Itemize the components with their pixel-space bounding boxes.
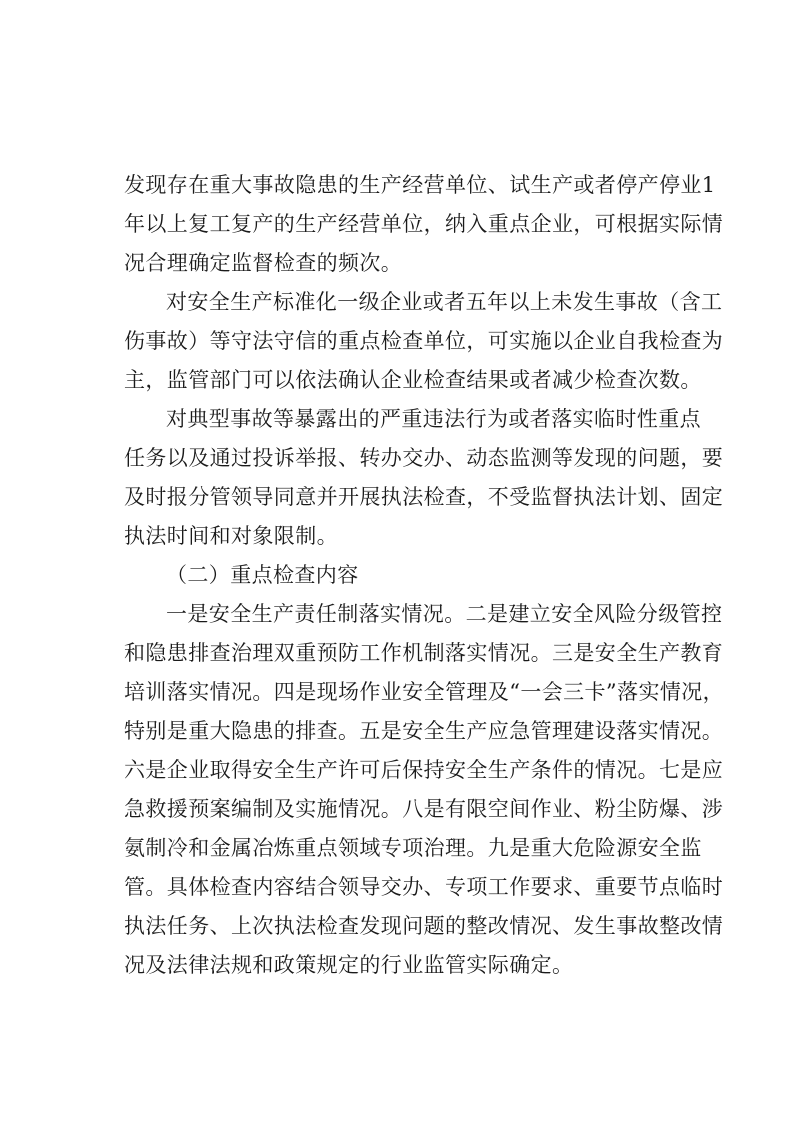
text-line: 和隐患排查治理双重预防工作机制落实情况。三是安全生产教育 <box>124 641 724 665</box>
text-line: 培训落实情况。四是现场作业安全管理及“一会三卡”落实情况， <box>124 680 725 704</box>
text-line: 执法任务、上次执法检查发现问题的整改情况、发生事故整改情 <box>124 914 724 938</box>
text-line: 主，监管部门可以依法确认企业检查结果或者减少检查次数。 <box>124 368 702 392</box>
text-line: 对典型事故等暴露出的严重违法行为或者落实临时性重点 <box>166 407 701 431</box>
paragraph-inspection-items <box>124 595 725 985</box>
paragraph-priority-enterprises <box>124 166 724 283</box>
text-line: 一是安全生产责任制落实情况。二是建立安全风险分级管控 <box>166 602 723 626</box>
text-line: 特别是重大隐患的排查。五是安全生产应急管理建设落实情况。 <box>124 719 724 743</box>
text-line: 六是企业取得安全生产许可后保持安全生产条件的情况。七是应 <box>124 758 724 782</box>
text-line: 伤事故）等守法守信的重点检查单位，可实施以企业自我检查为 <box>124 329 724 353</box>
text-line: 执法时间和对象限制。 <box>124 524 338 548</box>
section-heading-text: （二）重点检查内容 <box>166 563 359 587</box>
text-line: 对安全生产标准化一级企业或者五年以上未发生事故（含工 <box>166 290 723 314</box>
paragraph-self-inspection <box>124 283 724 400</box>
paragraph-enforcement-inspection <box>124 400 724 556</box>
text-line: 氨制冷和金属冶炼重点领域专项治理。九是重大危险源安全监 <box>124 836 702 860</box>
text-line: 及时报分管领导同意并开展执法检查，不受监督执法计划、固定 <box>124 485 724 509</box>
text-line: 况及法律法规和政策规定的行业监管实际确定。 <box>124 953 574 977</box>
text-line: 发现存在重大事故隐患的生产经营单位、试生产或者停产停业1 <box>124 173 716 197</box>
text-line: 年以上复工复产的生产经营单位，纳入重点企业，可根据实际情 <box>124 212 724 236</box>
text-line: 管。具体检查内容结合领导交办、专项工作要求、重要节点临时 <box>124 875 724 899</box>
text-line: 急救援预案编制及实施情况。八是有限空间作业、粉尘防爆、涉 <box>124 797 724 821</box>
text-line: 况合理确定监督检查的频次。 <box>124 251 403 275</box>
document-body <box>124 166 725 985</box>
section-heading <box>124 556 704 595</box>
text-line: 任务以及通过投诉举报、转办交办、动态监测等发现的问题，要 <box>124 446 724 470</box>
